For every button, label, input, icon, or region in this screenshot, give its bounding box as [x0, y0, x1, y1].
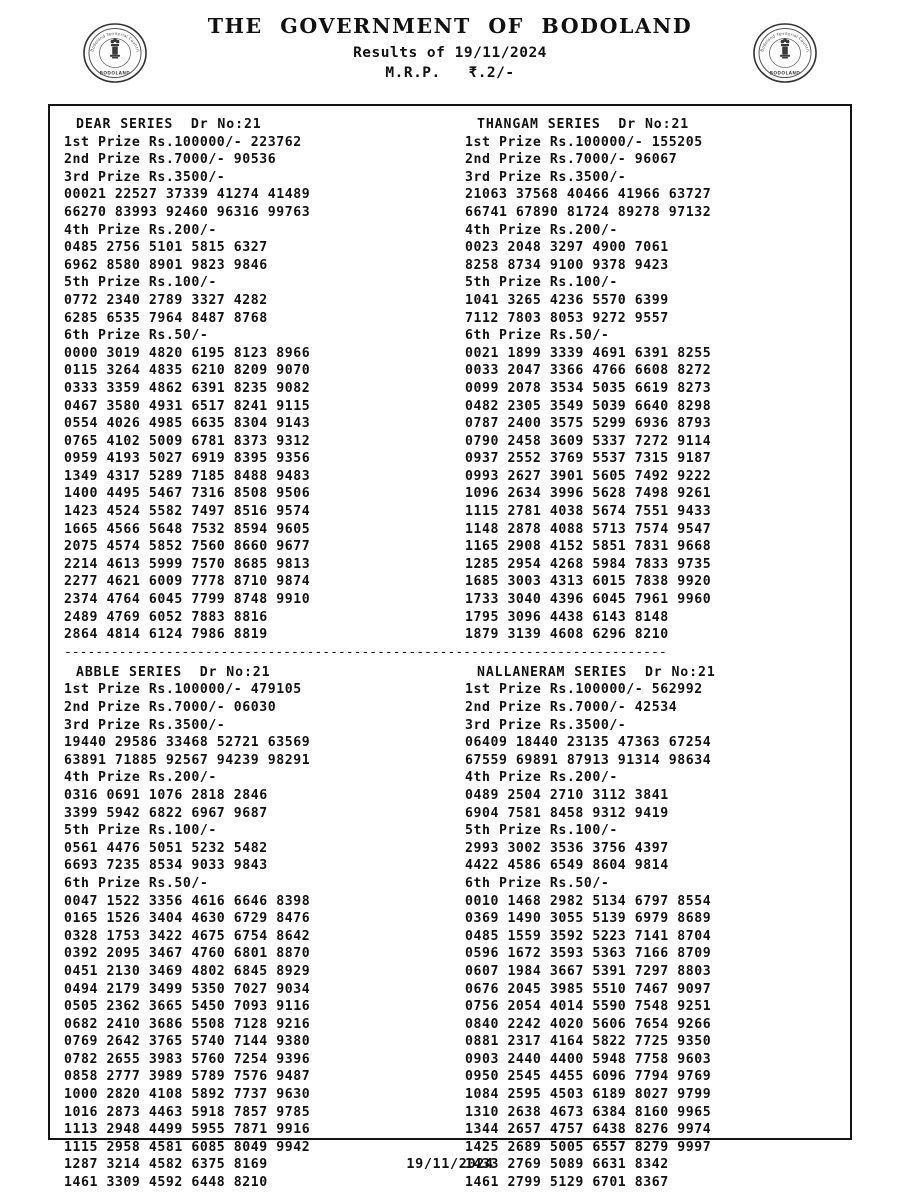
prize-6-number-row: 0021 1899 3339 4691 6391 8255 [465, 345, 712, 361]
prize-6-number-row: 0790 2458 3609 5337 7272 9114 [465, 433, 712, 449]
svg-text:BODOLAND: BODOLAND [99, 71, 131, 77]
prize-6-number-row: 0765 4102 5009 6781 8373 9312 [64, 433, 311, 449]
prize-4-number-row: 6962 8580 8901 9823 9846 [64, 257, 268, 273]
prize-3-label: 3rd Prize Rs.3500/- [465, 169, 627, 185]
page-title: THE GOVERNMENT OF BODOLAND [207, 14, 693, 38]
mrp-line: M.R.P. ₹.2/- [385, 65, 515, 81]
series-title: DEAR SERIES Dr No:21 [76, 117, 262, 132]
prize-4-number-row: 0485 2756 5101 5815 6327 [64, 240, 268, 256]
prize-5-label: 5th Prize Rs.100/- [465, 823, 618, 839]
prize-3-number-row: 21063 37568 40466 41966 63727 [465, 187, 712, 203]
prize-6-number-row: 2374 4764 6045 7799 8748 9910 [64, 592, 311, 608]
prize-6-number-row: 2864 4814 6124 7986 8819 [64, 627, 268, 643]
prize-6-number-row: 0782 2655 3983 5760 7254 9396 [64, 1051, 311, 1067]
bodoland-seal-right-icon [752, 22, 818, 84]
prize-6-number-row: 1733 3040 4396 6045 7961 9960 [465, 592, 712, 608]
prize-5-number-row: 1041 3265 4236 5570 6399 [465, 292, 669, 308]
prize-5-number-row: 4422 4586 6549 8604 9814 [465, 858, 669, 874]
prize-6-number-row: 1115 2958 4581 6085 8049 9942 [64, 1139, 311, 1155]
prize-6-number-row: 1349 4317 5289 7185 8488 9483 [64, 468, 311, 484]
prize-6-number-row: 0505 2362 3665 5450 7093 9116 [64, 999, 311, 1015]
prize-6-number-row: 0682 2410 3686 5508 7128 9216 [64, 1016, 311, 1032]
first-prize-line: 1st Prize Rs.100000/- 479105 [64, 682, 302, 698]
prize-6-number-row: 0328 1753 3422 4675 6754 8642 [64, 928, 311, 944]
series-title: ABBLE SERIES Dr No:21 [76, 664, 271, 680]
prize-6-number-row: 0165 1526 3404 4630 6729 8476 [64, 911, 311, 927]
svg-text:BODOLAND: BODOLAND [769, 71, 801, 77]
prize-4-number-row: 3399 5942 6822 6967 9687 [64, 805, 268, 821]
second-prize-line: 2nd Prize Rs.7000/- 96067 [465, 152, 678, 168]
series-title: NALLANERAM SERIES Dr No:21 [477, 664, 716, 680]
prize-6-number-row: 0950 2545 4455 6096 7794 9769 [465, 1069, 712, 1085]
prize-5-number-row: 6693 7235 8534 9033 9843 [64, 858, 268, 874]
prize-6-number-row: 0676 2045 3985 5510 7467 9097 [465, 981, 712, 997]
section-divider: ----------------------------------------------------------------------------- [64, 644, 667, 660]
prize-5-label: 5th Prize Rs.100/- [465, 275, 618, 291]
prize-4-label: 4th Prize Rs.200/- [465, 770, 618, 786]
prize-5-label: 5th Prize Rs.100/- [64, 275, 217, 291]
prize-6-number-row: 0369 1490 3055 5139 6979 8689 [465, 911, 712, 927]
prize-6-number-row: 1665 4566 5648 7532 8594 9605 [64, 521, 311, 537]
prize-6-number-row: 0047 1522 3356 4616 6646 8398 [64, 893, 311, 909]
prize-6-number-row: 1400 4495 5467 7316 8508 9506 [64, 486, 311, 502]
prize-6-number-row: 0596 1672 3593 5363 7166 8709 [465, 946, 712, 962]
first-prize-line: 1st Prize Rs.100000/- 223762 [64, 134, 302, 150]
first-prize-line: 1st Prize Rs.100000/- 155205 [465, 134, 703, 150]
prize-6-number-row: 0756 2054 4014 5590 7548 9251 [465, 999, 712, 1015]
second-prize-line: 2nd Prize Rs.7000/- 42534 [465, 700, 678, 715]
prize-6-number-row: 0840 2242 4020 5606 7654 9266 [465, 1016, 712, 1032]
svg-text:Bodoland Territorial Council: Bodoland Territorial Council [759, 30, 811, 53]
series-column-nallaneram [451, 664, 838, 1192]
results-date-line: Results of 19/11/2024 [353, 45, 547, 61]
series-column-abble [64, 664, 451, 1192]
prize-3-number-row: 06409 18440 23135 47363 67254 [465, 735, 712, 751]
prize-6-number-row: 1879 3139 4608 6296 8210 [465, 627, 669, 643]
prize-6-number-row: 1685 3003 4313 6015 7838 9920 [465, 574, 712, 590]
series-column-thangam [451, 116, 838, 644]
prize-6-number-row: 1148 2878 4088 5713 7574 9547 [465, 521, 712, 537]
prize-6-number-row: 0607 1984 3667 5391 7297 8803 [465, 963, 712, 979]
prize-6-number-row: 0554 4026 4985 6635 8304 9143 [64, 416, 311, 432]
prize-4-number-row: 8258 8734 9100 9378 9423 [465, 257, 669, 273]
prize-6-label: 6th Prize Rs.50/- [64, 875, 209, 891]
prize-6-number-row: 1165 2908 4152 5851 7831 9668 [465, 539, 712, 555]
bodoland-seal-left-icon [82, 22, 148, 84]
prize-6-number-row: 0993 2627 3901 5605 7492 9222 [465, 468, 712, 484]
prize-5-number-row: 0561 4476 5051 5232 5482 [64, 840, 268, 856]
prize-6-number-row: 0115 3264 4835 6210 8209 9070 [64, 363, 311, 379]
prize-3-label: 3rd Prize Rs.3500/- [64, 717, 226, 733]
prize-6-number-row: 1000 2820 4108 5892 7737 9630 [64, 1087, 311, 1103]
prize-4-label: 4th Prize Rs.200/- [64, 770, 217, 786]
second-prize-line: 2nd Prize Rs.7000/- 90536 [64, 152, 277, 168]
prize-3-number-row: 66270 83993 92460 96316 99763 [64, 204, 311, 220]
prize-6-number-row: 0769 2642 3765 5740 7144 9380 [64, 1034, 311, 1050]
prize-6-number-row: 0033 2047 3366 4766 6608 8272 [465, 363, 712, 379]
prize-6-number-row: 2277 4621 6009 7778 8710 9874 [64, 574, 311, 590]
prize-6-number-row: 0010 1468 2982 5134 6797 8554 [465, 893, 712, 909]
prize-6-number-row: 1285 2954 4268 5984 7833 9735 [465, 556, 712, 572]
prize-4-number-row: 6904 7581 8458 9312 9419 [465, 805, 669, 821]
prize-4-number-row: 0489 2504 2710 3112 3841 [465, 787, 669, 803]
prize-6-number-row: 1084 2595 4503 6189 8027 9799 [465, 1087, 712, 1103]
prize-6-number-row: 1287 3214 4582 6375 8169 [64, 1157, 268, 1173]
prize-6-number-row: 1461 2799 5129 6701 8367 [465, 1175, 669, 1191]
prize-4-label: 4th Prize Rs.200/- [64, 222, 217, 238]
first-prize-line: 1st Prize Rs.100000/- 562992 [465, 682, 703, 698]
prize-3-number-row: 66741 67890 81724 89278 97132 [465, 204, 712, 220]
prize-6-number-row: 1461 3309 4592 6448 8210 [64, 1175, 268, 1191]
page-header [0, 0, 900, 96]
prize-3-number-row: 63891 71885 92567 94239 98291 [64, 752, 311, 768]
prize-6-number-row: 2214 4613 5999 7570 8685 9813 [64, 556, 311, 572]
prize-6-number-row: 1423 4524 5582 7497 8516 9574 [64, 504, 311, 520]
prize-6-number-row: 0937 2552 3769 5537 7315 9187 [465, 451, 712, 467]
prize-6-number-row: 1344 2657 4757 6438 8276 9974 [465, 1122, 712, 1138]
series-column-dear [64, 116, 451, 644]
prize-6-number-row: 0903 2440 4400 5948 7758 9603 [465, 1051, 712, 1067]
prize-6-label: 6th Prize Rs.50/- [465, 875, 610, 891]
prize-6-number-row: 2075 4574 5852 7560 8660 9677 [64, 539, 311, 555]
prize-6-label: 6th Prize Rs.50/- [465, 328, 610, 344]
prize-6-label: 6th Prize Rs.50/- [64, 328, 209, 344]
prize-6-number-row: 1310 2638 4673 6384 8160 9965 [465, 1104, 712, 1120]
prize-5-label: 5th Prize Rs.100/- [64, 823, 217, 839]
prize-6-number-row: 0482 2305 3549 5039 6640 8298 [465, 398, 712, 414]
svg-text:Bodoland Territorial Council: Bodoland Territorial Council [89, 30, 141, 53]
prize-3-label: 3rd Prize Rs.3500/- [64, 169, 226, 185]
prize-6-number-row: 1425 2689 5005 6557 8279 9997 [465, 1139, 712, 1155]
prize-3-label: 3rd Prize Rs.3500/- [465, 717, 627, 733]
prize-6-number-row: 0451 2130 3469 4802 6845 8929 [64, 963, 311, 979]
prize-4-number-row: 0023 2048 3297 4900 7061 [465, 240, 669, 256]
prize-4-label: 4th Prize Rs.200/- [465, 222, 618, 238]
prize-6-number-row: 0392 2095 3467 4760 6801 8870 [64, 946, 311, 962]
prize-3-number-row: 00021 22527 37339 41274 41489 [64, 187, 311, 203]
prize-6-number-row: 2489 4769 6052 7883 8816 [64, 609, 268, 625]
footer-date: 19/11/2024 [406, 1156, 494, 1172]
prize-3-number-row: 67559 69891 87913 91314 98634 [465, 752, 712, 768]
prize-5-number-row: 6285 6535 7964 8487 8768 [64, 310, 268, 326]
prize-5-number-row: 0772 2340 2789 3327 4282 [64, 292, 268, 308]
prize-6-number-row: 1096 2634 3996 5628 7498 9261 [465, 486, 712, 502]
prize-6-number-row: 1016 2873 4463 5918 7857 9785 [64, 1104, 311, 1120]
second-prize-line: 2nd Prize Rs.7000/- 06030 [64, 700, 277, 715]
prize-6-number-row: 0000 3019 4820 6195 8123 8966 [64, 345, 311, 361]
prize-4-number-row: 0316 0691 1076 2818 2846 [64, 787, 268, 803]
prize-6-number-row: 1795 3096 4438 6143 8148 [465, 609, 669, 625]
results-half-bottom [64, 664, 838, 1192]
series-title: THANGAM SERIES Dr No:21 [477, 117, 690, 132]
prize-6-number-row: 0787 2400 3575 5299 6936 8793 [465, 416, 712, 432]
prize-6-number-row: 0858 2777 3989 5789 7576 9487 [64, 1069, 311, 1085]
prize-6-number-row: 0959 4193 5027 6919 8395 9356 [64, 451, 311, 467]
prize-6-number-row: 0881 2317 4164 5822 7725 9350 [465, 1034, 712, 1050]
prize-6-number-row: 1113 2948 4499 5955 7871 9916 [64, 1122, 311, 1138]
results-half-top [64, 116, 838, 644]
prize-3-number-row: 19440 29586 33468 52721 63569 [64, 735, 311, 751]
prize-5-number-row: 2993 3002 3536 3756 4397 [465, 840, 669, 856]
prize-6-number-row: 0333 3359 4862 6391 8235 9082 [64, 380, 311, 396]
prize-6-number-row: 0494 2179 3499 5350 7027 9034 [64, 981, 311, 997]
prize-6-number-row: 0099 2078 3534 5035 6619 8273 [465, 380, 712, 396]
prize-6-number-row: 0467 3580 4931 6517 8241 9115 [64, 398, 311, 414]
prize-6-number-row: 1433 2769 5089 6631 8342 [465, 1157, 669, 1173]
prize-6-number-row: 0485 1559 3592 5223 7141 8704 [465, 928, 712, 944]
prize-6-number-row: 1115 2781 4038 5674 7551 9433 [465, 504, 712, 520]
prize-5-number-row: 7112 7803 8053 9272 9557 [465, 310, 669, 326]
